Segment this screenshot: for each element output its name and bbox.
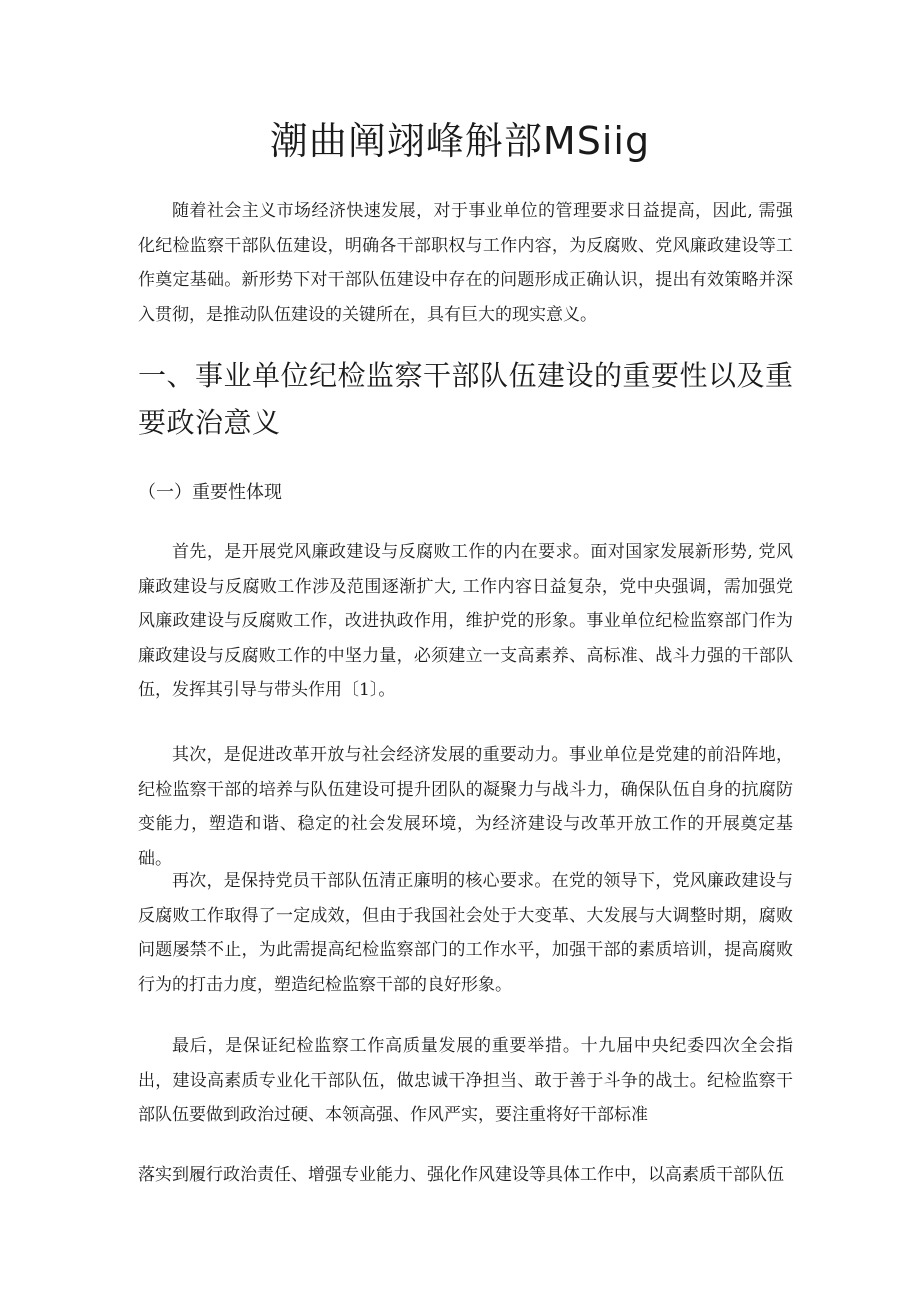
subsection-heading: （一）重要性体现	[138, 482, 282, 503]
body-paragraph-3: 再次，是保持党员干部队伍清正廉明的核心要求。在党的领导下，党风廉政建设与反腐败工作取得了一定成效，但由于我国社会处于大变革、大发展与大调整时期，腐败问题屡禁不止，为此需提高纪检监察部门的工作水平，加强干部的素质培训，提高腐败行为的打击力度，塑造纪检监察干部的良好形象。	[138, 871, 793, 995]
body-paragraph-1: 首先，是开展党风廉政建设与反腐败工作的内在要求。面对国家发展新形势, 党风廉政建设与反腐败工作涉及范围逐渐扩大, 工作内容日益复杂，党中央强调，需加强党风廉政建设与反腐败工作，改进执政作用，维护党的形象。事业单位纪检监察部门作为廉政建设与反腐败工作的中坚力量，必须建立一支高素养、高标准、战斗力强的干部队伍，发挥其引导与带头作用〔1〕。	[138, 542, 793, 701]
intro-paragraph: 随着社会主义市场经济快速发展，对于事业单位的管理要求日益提高，因此, 需强化纪检监察干部队伍建设，明确各干部职权与工作内容，为反腐败、党风廉政建设等工作奠定基础。新形势下对干部队伍建设中存在的问题形成正确认识，提出有效策略并深入贯彻，是推动队伍建设的关键所在，具有巨大的现实意义。	[138, 201, 793, 325]
body-paragraph-4: 最后，是保证纪检监察工作高质量发展的重要举措。十九届中央纪委四次全会指出，建设高素质专业化干部队伍，做忠诚干净担当、敢于善于斗争的战士。纪检监察干部队伍要做到政治过硬、本领高强、作风严实，要注重将好干部标准	[138, 1036, 793, 1126]
section-heading: 一、事业单位纪检监察干部队伍建设的重要性以及重要政治意义	[138, 359, 794, 439]
body-paragraph-2: 其次，是促进改革开放与社会经济发展的重要动力。事业单位是党建的前沿阵地，纪检监察干部的培养与队伍建设可提升团队的凝聚力与战斗力，确保队伍自身的抗腐防变能力，塑造和谐、稳定的社会发展环境，为经济建设与改革开放工作的开展奠定基础。	[138, 745, 793, 869]
continuation-paragraph: 落实到履行政治责任、增强专业能力、强化作风建设等具体工作中，以高素质干部队伍	[138, 1165, 784, 1185]
document-title: 潮曲阐翊峰斛部MSiig	[269, 119, 651, 163]
